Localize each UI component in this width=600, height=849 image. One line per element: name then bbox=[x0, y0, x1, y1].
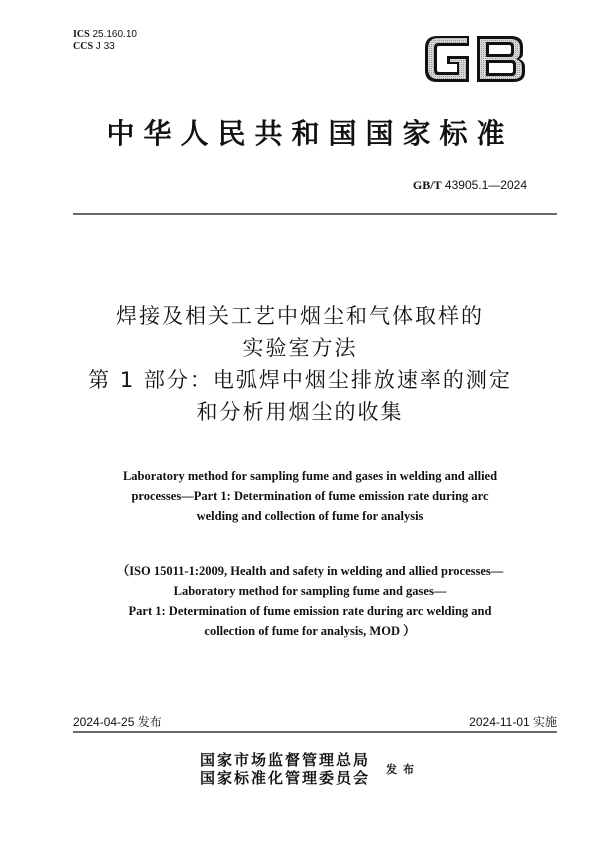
iso-reference-line: collection of fume for analysis, MOD ） bbox=[204, 624, 416, 638]
standard-number: GB/T 43905.1—2024 bbox=[412, 178, 527, 192]
implementation-date: 2024-11-01 实施 bbox=[469, 715, 557, 729]
english-title bbox=[60, 466, 560, 526]
ccs-code: CCS J 33 bbox=[73, 41, 115, 52]
chinese-title bbox=[60, 300, 540, 428]
chinese-title-line: 焊接及相关工艺中烟尘和气体取样的 bbox=[116, 304, 484, 328]
gb-standard-logo-icon bbox=[423, 34, 527, 84]
iso-reference bbox=[60, 561, 560, 641]
date-row bbox=[73, 713, 557, 730]
footer-divider bbox=[73, 731, 557, 733]
national-standard-title: 中华人民共和国国家标准 bbox=[106, 117, 514, 150]
iso-reference-line: Laboratory method for sampling fume and gases— bbox=[173, 584, 447, 598]
issuing-authorities bbox=[200, 751, 420, 787]
header-divider bbox=[73, 213, 557, 215]
iso-reference-line: Part 1: Determination of fume emission rate during arc welding and bbox=[128, 604, 492, 618]
chinese-title-line: 实验室方法 bbox=[242, 336, 358, 360]
ics-code: ICS 25.160.10 bbox=[73, 29, 137, 40]
issuer-orgs bbox=[200, 751, 370, 787]
english-title-line: Laboratory method for sampling fume and gases in welding and allied bbox=[122, 469, 498, 483]
classification-codes bbox=[73, 29, 137, 53]
english-title-line: welding and collection of fume for analysis bbox=[196, 509, 424, 523]
issuer-org: 国家标准化管理委员会 bbox=[200, 769, 371, 787]
chinese-title-line: 第 1 部分：电弧焊中烟尘排放速率的测定 bbox=[88, 368, 512, 392]
english-title-line: processes—Part 1: Determination of fume emission rate during arc bbox=[131, 489, 489, 503]
issuer-org: 国家市场监督管理总局 bbox=[200, 751, 371, 769]
iso-reference-line: （ISO 15011-1:2009, Health and safety in welding and allied processes— bbox=[116, 564, 504, 578]
issuer-action: 发布 bbox=[386, 763, 421, 776]
publish-date: 2024-04-25 发布 bbox=[73, 715, 162, 729]
chinese-title-line: 和分析用烟尘的收集 bbox=[196, 400, 404, 424]
